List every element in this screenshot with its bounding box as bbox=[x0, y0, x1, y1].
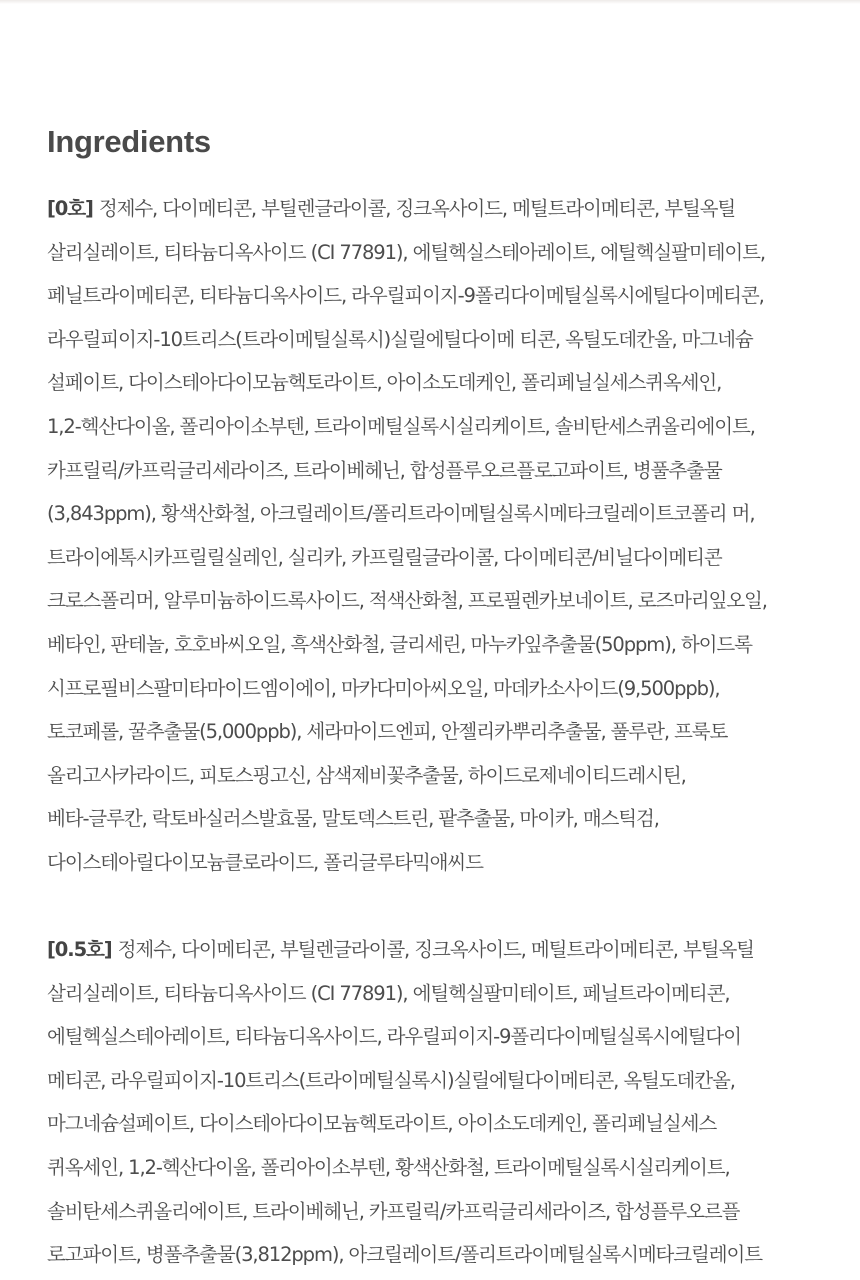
ingredient-line: 살리실레이트, 티타늄디옥사이드 (CI 77891), 에틸헥실팔미테이트, 페닐트라이메티콘, bbox=[47, 981, 730, 1005]
shade-label: [0.5호] bbox=[47, 938, 112, 961]
ingredient-line: 트라이에톡시카프릴릴실레인, 실리카, 카프릴릴글라이콜, 다이메티콘/비닐다이메티콘 bbox=[47, 545, 722, 569]
ingredient-line: 다이스테아릴다이모늄클로라이드, 폴리글루타믹애씨드 bbox=[47, 850, 483, 874]
ingredients-section-shade-0-5 bbox=[47, 928, 837, 1277]
ingredient-line: 크로스폴리머, 알루미늄하이드록사이드, 적색산화철, 프로필렌카보네이트, 로즈마리잎오일, bbox=[47, 589, 767, 613]
ingredient-line: 설페이트, 다이스테아다이모늄헥토라이트, 아이소도데케인, 폴리페닐실세스퀴옥세인, bbox=[47, 371, 722, 395]
ingredient-line: 시프로필비스팔미타마이드엠이에이, 마카다미아씨오일, 마데카소사이드(9,500ppb), bbox=[47, 676, 720, 700]
ingredient-line: 살리실레이트, 티타늄디옥사이드 (CI 77891), 에틸헥실스테아레이트, 에틸헥실팔미테이트, bbox=[47, 240, 765, 264]
ingredient-line: 솔비탄세스퀴올리에이트, 트라이베헤닌, 카프릴릭/카프릭글리세라이즈, 합성플루오르플 bbox=[47, 1199, 740, 1223]
ingredient-line: 메티콘, 라우릴피이지-10트리스(트라이메틸실록시)실릴에틸다이메티콘, 옥틸도데칸올, bbox=[47, 1068, 735, 1092]
top-edge-shadow bbox=[0, 0, 860, 4]
ingredient-line: 올리고사카라이드, 피토스핑고신, 삼색제비꽃추출물, 하이드로제네이티드레시틴, bbox=[47, 763, 686, 787]
ingredient-text: 정제수, 다이메티콘, 부틸렌글라이콜, 징크옥사이드, 메틸트라이메티콘, 부틸옥틸 bbox=[98, 197, 736, 220]
ingredients-section-shade-0 bbox=[47, 187, 837, 885]
ingredient-line: 베타-글루칸, 락토바실러스발효물, 말토덱스트린, 팥추출물, 마이카, 매스틱검, bbox=[47, 807, 659, 831]
ingredient-line bbox=[47, 928, 837, 972]
ingredient-line: 에틸헥실스테아레이트, 티타늄디옥사이드, 라우릴피이지-9폴리다이메틸실록시에틸다이 bbox=[47, 1025, 741, 1049]
ingredient-line: 퀴옥세인, 1,2-헥산다이올, 폴리아이소부텐, 황색산화철, 트라이메틸실록시실리케이트, bbox=[47, 1155, 730, 1179]
ingredient-line: 로고파이트, 병풀추출물(3,812ppm), 아크릴레이트/폴리트라이메틸실록시메타크릴레이트 bbox=[47, 1243, 762, 1267]
ingredient-line: 마그네슘설페이트, 다이스테아다이모늄헥토라이트, 아이소도데케인, 폴리페닐실세스 bbox=[47, 1112, 717, 1136]
shade-label: [0호] bbox=[47, 197, 93, 220]
ingredient-line bbox=[47, 187, 837, 231]
ingredient-line: 카프릴릭/카프릭글리세라이즈, 트라이베헤닌, 합성플루오르플로고파이트, 병풀추출물 bbox=[47, 458, 722, 482]
ingredients-heading: Ingredients bbox=[47, 124, 211, 159]
ingredient-line: 1,2-헥산다이올, 폴리아이소부텐, 트라이메틸실록시실리케이트, 솔비탄세스퀴올리에이트, bbox=[47, 414, 755, 438]
ingredient-line: 토코페롤, 꿀추출물(5,000ppb), 세라마이드엔피, 안젤리카뿌리추출물, 풀루란, 프룩토 bbox=[47, 720, 728, 744]
ingredient-line: 라우릴피이지-10트리스(트라이메틸실록시)실릴에틸다이메 티콘, 옥틸도데칸올, 마그네슘 bbox=[47, 327, 753, 351]
ingredient-text: 정제수, 다이메티콘, 부틸렌글라이콜, 징크옥사이드, 메틸트라이메티콘, 부틸옥틸 bbox=[117, 938, 754, 961]
ingredient-line: 페닐트라이메티콘, 티타늄디옥사이드, 라우릴피이지-9폴리다이메틸실록시에틸다이메티콘, bbox=[47, 284, 764, 308]
ingredient-line: 베타인, 판테놀, 호호바씨오일, 흑색산화철, 글리세린, 마누카잎추출물(50ppm), 하이드록 bbox=[47, 632, 752, 656]
ingredient-line: (3,843ppm), 황색산화철, 아크릴레이트/폴리트라이메틸실록시메타크릴레이트코폴리 머, bbox=[47, 502, 755, 526]
